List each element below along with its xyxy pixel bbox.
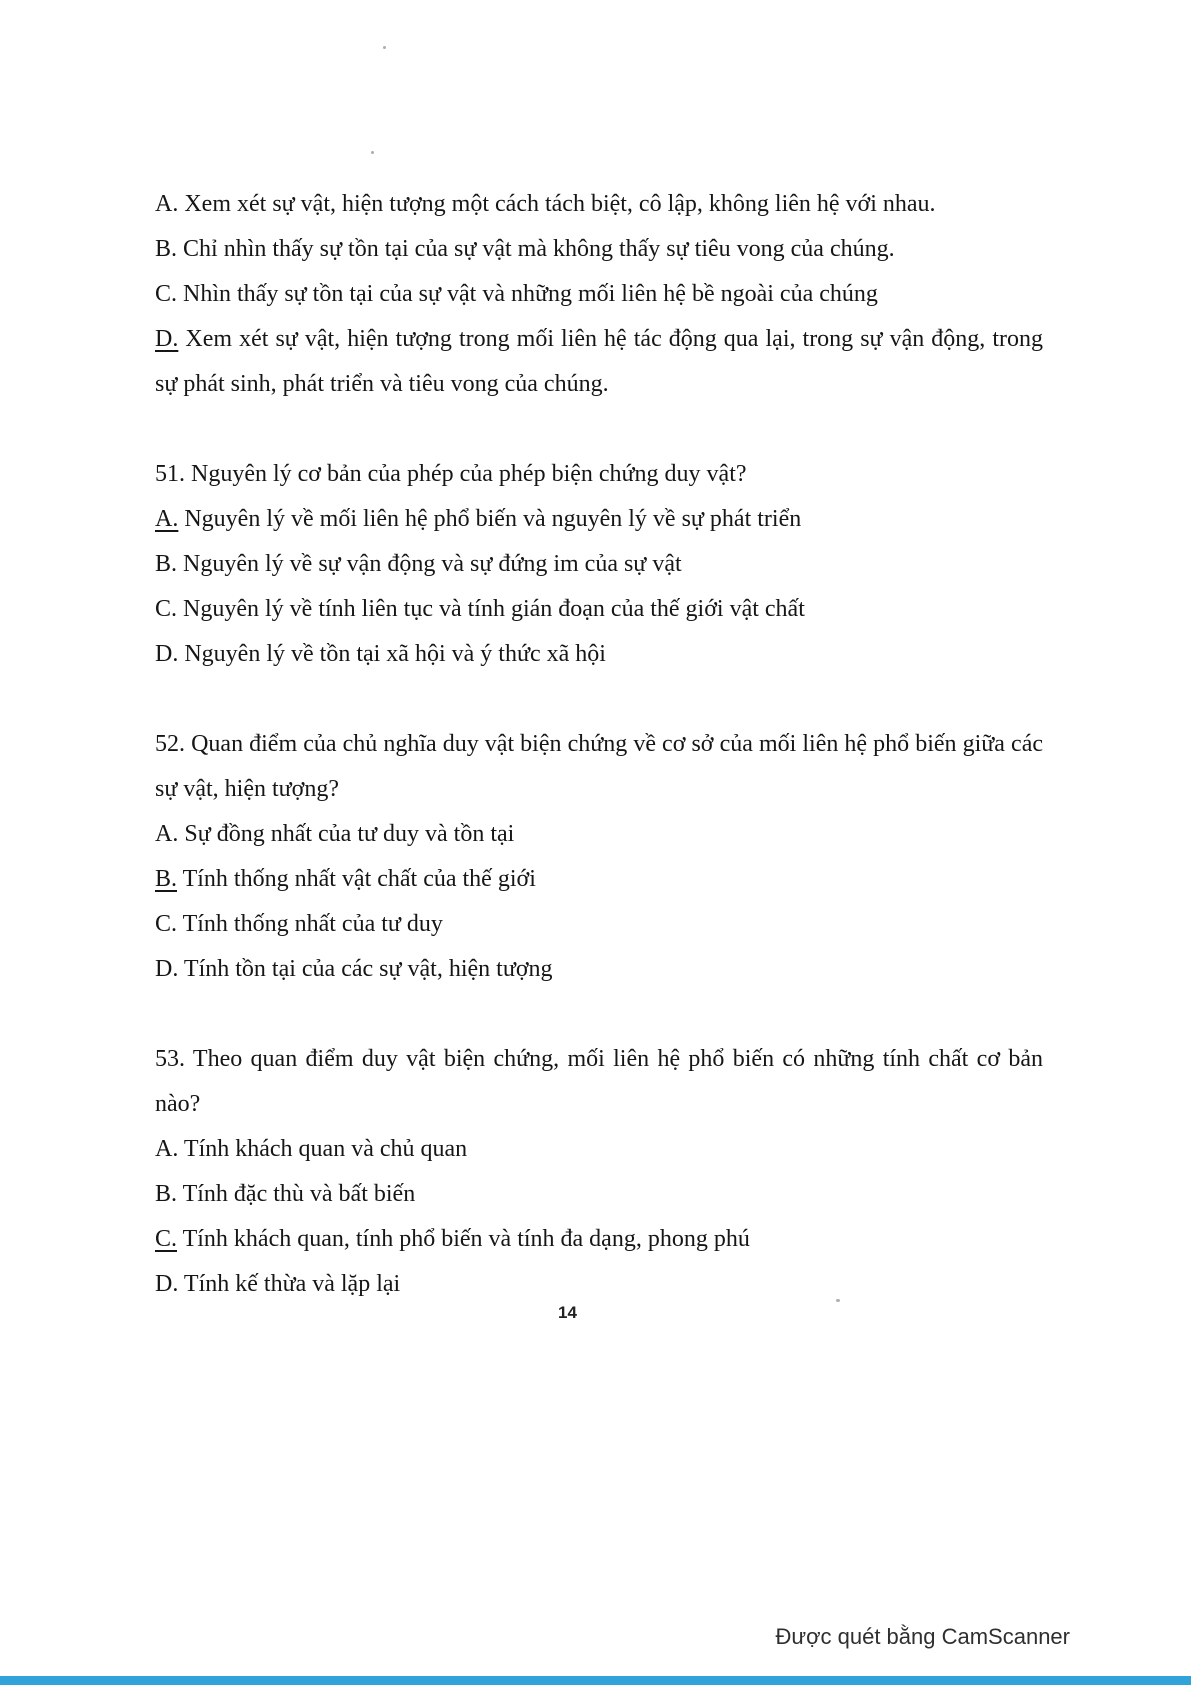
question-number: 52. (155, 731, 185, 757)
option-text: Sự đồng nhất của tư duy và tồn tại (184, 821, 515, 847)
question-number: 53. (155, 1046, 185, 1072)
option-label: C. (155, 596, 178, 622)
question-stem (155, 722, 1043, 812)
option-label: B. (155, 236, 178, 262)
scan-speck (371, 151, 374, 154)
option-label: C. (155, 911, 178, 937)
page-number: 14 (558, 1303, 577, 1322)
option-label: A. (155, 821, 179, 847)
question-list (155, 182, 1043, 1307)
scan-speck (383, 46, 386, 49)
option-label-marked-answer: B. (155, 866, 178, 892)
answer-option (155, 632, 1043, 677)
question-number: 51. (155, 461, 185, 487)
option-label-marked-answer: A. (155, 506, 179, 532)
question-block (155, 1037, 1043, 1307)
answer-option (155, 587, 1043, 632)
option-text: Xem xét sự vật, hiện tượng trong mối liên hệ tác động qua lại, trong sự vận động, trong sự phát sinh, phát triển và tiêu vong của chúng. (155, 326, 1043, 397)
option-label: B. (155, 551, 178, 577)
option-text: Xem xét sự vật, hiện tượng một cách tách biệt, cô lập, không liên hệ với nhau. (184, 191, 936, 217)
question-text: Quan điểm của chủ nghĩa duy vật biện chứng về cơ sở của mối liên hệ phổ biến giữa các sự vật, hiện tượng? (155, 731, 1043, 802)
option-label: D. (155, 1271, 179, 1297)
answer-option (155, 1262, 1043, 1307)
answer-option (155, 1127, 1043, 1172)
option-text: Tính kế thừa và lặp lại (183, 1271, 401, 1297)
option-label-marked-answer: D. (155, 326, 179, 352)
question-text: Theo quan điểm duy vật biện chứng, mối liên hệ phổ biến có những tính chất cơ bản nào? (155, 1046, 1043, 1117)
question-block (155, 452, 1043, 677)
option-text: Tính thống nhất vật chất của thế giới (182, 866, 536, 892)
option-text: Nguyên lý về mối liên hệ phổ biến và nguyên lý về sự phát triển (184, 506, 802, 532)
answer-option (155, 497, 1043, 542)
answer-option (155, 542, 1043, 587)
option-text: Tính tồn tại của các sự vật, hiện tượng (183, 956, 553, 982)
option-text: Chỉ nhìn thấy sự tồn tại của sự vật mà không thấy sự tiêu vong của chúng. (183, 236, 895, 262)
answer-option (155, 272, 1043, 317)
option-label: A. (155, 1136, 179, 1162)
option-text: Nguyên lý về tính liên tục và tính gián đoạn của thế giới vật chất (183, 596, 805, 622)
answer-option (155, 1172, 1043, 1217)
question-text: Nguyên lý cơ bản của phép của phép biện chứng duy vật? (191, 461, 747, 487)
option-text: Tính khách quan và chủ quan (183, 1136, 468, 1162)
answer-option (155, 1217, 1043, 1262)
option-text: Nguyên lý về sự vận động và sự đứng im của sự vật (183, 551, 682, 577)
answer-option (155, 182, 1043, 227)
option-text: Tính đặc thù và bất biến (182, 1181, 416, 1207)
camscanner-watermark: Được quét bằng CamScanner (775, 1624, 1070, 1649)
question-block (155, 722, 1043, 992)
option-label-marked-answer: C. (155, 1226, 178, 1252)
answer-option (155, 947, 1043, 992)
option-label: D. (155, 956, 179, 982)
answer-option (155, 227, 1043, 272)
camscanner-bottom-bar (0, 1676, 1191, 1685)
question-stem (155, 452, 1043, 497)
option-label: C. (155, 281, 178, 307)
options-continuation-block (155, 182, 1043, 407)
answer-option (155, 317, 1043, 407)
option-label: A. (155, 191, 179, 217)
option-text: Tính khách quan, tính phổ biến và tính đa dạng, phong phú (182, 1226, 750, 1252)
option-label: D. (155, 641, 179, 667)
option-text: Nguyên lý về tồn tại xã hội và ý thức xã hội (184, 641, 606, 667)
option-label: B. (155, 1181, 178, 1207)
question-stem (155, 1037, 1043, 1127)
option-text: Nhìn thấy sự tồn tại của sự vật và những mối liên hệ bề ngoài của chúng (183, 281, 878, 307)
answer-option (155, 902, 1043, 947)
answer-option (155, 857, 1043, 902)
option-text: Tính thống nhất của tư duy (182, 911, 443, 937)
answer-option (155, 812, 1043, 857)
